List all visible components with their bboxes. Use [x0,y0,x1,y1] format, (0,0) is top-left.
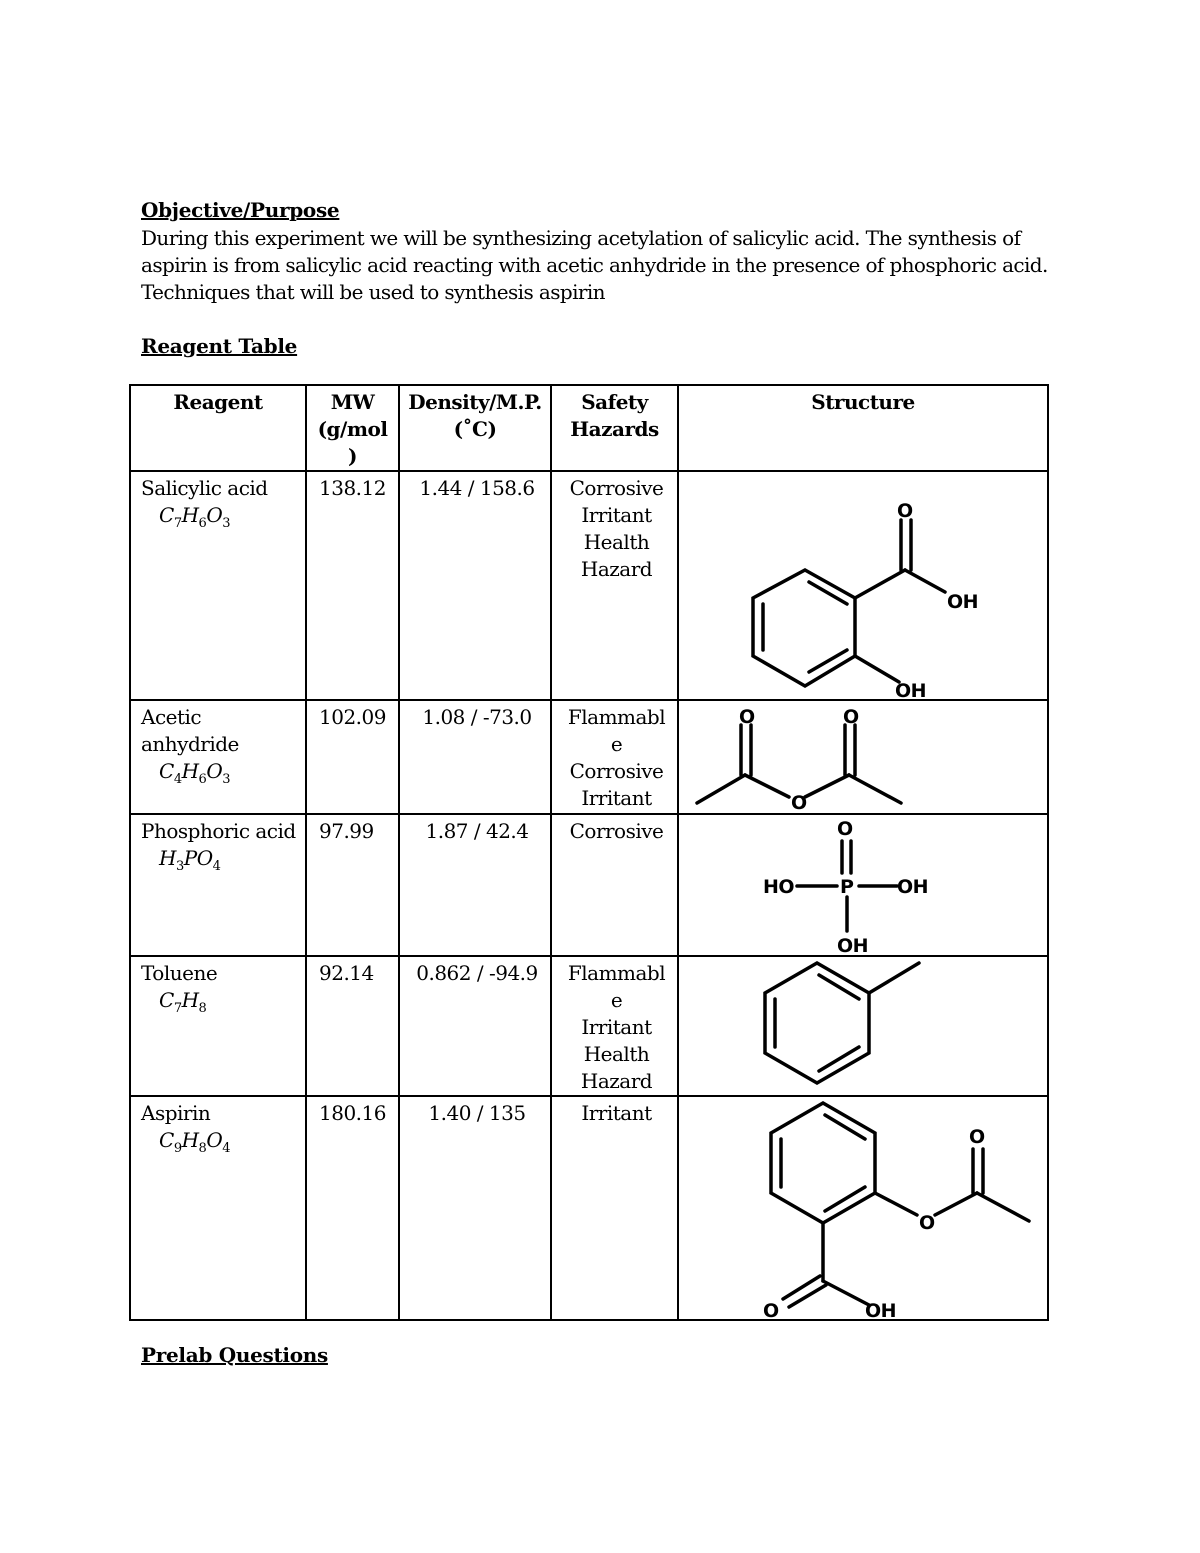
mw-cell: 180.16 [306,1096,399,1320]
reagent-formula [141,987,299,1022]
atom-label: P [840,876,854,898]
atom-label: HO [763,876,795,898]
formula-subscript: 7 [173,516,182,531]
aspirin-structure-icon [679,1097,1047,1319]
hazard-line: e [610,732,623,756]
toluene-structure-icon [679,957,1047,1092]
header-mw [306,385,399,471]
hazard-line: Health [583,530,650,554]
formula-subscript: 6 [198,516,207,531]
reagent-name-line: Aspirin [141,1101,211,1125]
formula-subscript: 4 [173,772,182,787]
atom-label: OH [897,876,929,898]
header-density-line: Density/M.P. [408,390,542,414]
hazards-cell [551,471,678,700]
objective-paragraph [141,225,1048,306]
hazard-line: Hazard [580,557,653,581]
reagent-name-line: Acetic [141,705,202,729]
table-row [130,956,1048,1096]
hazard-line: Irritant [581,503,652,527]
reagent-table [129,384,1049,1321]
atom-label: O [791,792,807,813]
hazard-line: Hazard [580,1069,653,1093]
objective-line: aspirin is from salicylic acid reacting with acetic anhydride in the presence of phosphoric acid. [141,253,1048,277]
hazard-line: Irritant [581,1101,652,1125]
reagent-name [141,960,299,987]
header-density [399,385,551,471]
phosphoric-acid-structure-icon [679,815,1047,955]
structure-cell [678,814,1048,956]
atom-label: O [919,1212,935,1234]
hazards-cell [551,1096,678,1320]
table-header-row [130,385,1048,471]
reagent-cell [130,1096,306,1320]
hazard-line: Irritant [581,1015,652,1039]
atom-label: O [763,1300,779,1319]
reagent-name-line: Toluene [141,961,218,985]
atom-label: O [843,706,859,728]
density-cell: 1.44 / 158.6 [399,471,551,700]
header-mw-line: ) [348,444,357,468]
formula-element: H [181,503,199,527]
structure-cell [678,956,1048,1096]
reagent-name [141,1100,299,1127]
header-mw-line: MW [330,390,375,414]
formula-element: H [181,988,199,1012]
objective-line: During this experiment we will be synthesizing acetylation of salicylic acid. The synthesis of [141,226,1021,250]
table-row [130,814,1048,956]
formula-subscript: 3 [222,772,231,787]
formula-subscript: 9 [173,1141,182,1156]
atom-label: O [897,500,913,522]
formula-element: C [159,759,174,783]
structure-cell [678,471,1048,700]
prelab-heading: Prelab Questions [141,1343,328,1367]
hazard-line: e [610,988,623,1012]
hazards-cell [551,700,678,814]
hazards-cell [551,956,678,1096]
hazards-cell [551,814,678,956]
formula-element: O [206,503,223,527]
formula-element: H [181,759,199,783]
reagent-name [141,818,299,845]
formula-element: H [181,1128,199,1152]
table-row [130,1096,1048,1320]
header-safety-line: Hazards [570,417,659,441]
header-density-line: (˚C) [453,417,497,441]
header-mw-line: (g/mol [317,417,388,441]
header-safety [551,385,678,471]
atom-label: OH [947,591,979,613]
mw-cell: 92.14 [306,956,399,1096]
atom-label: OH [865,1300,897,1319]
formula-element: PO [183,846,213,870]
density-cell: 1.08 / -73.0 [399,700,551,814]
formula-subscript: 8 [198,1141,207,1156]
header-reagent: Reagent [130,385,306,471]
hazard-line: Flammabl [567,961,666,985]
reagent-cell [130,814,306,956]
density-cell: 0.862 / -94.9 [399,956,551,1096]
density-cell: 1.87 / 42.4 [399,814,551,956]
atom-label: OH [837,935,869,955]
structure-cell [678,700,1048,814]
formula-subscript: 3 [222,516,231,531]
reagent-cell [130,471,306,700]
table-row [130,700,1048,814]
mw-cell: 97.99 [306,814,399,956]
reagent-name [141,704,299,758]
density-cell: 1.40 / 135 [399,1096,551,1320]
reagent-cell [130,700,306,814]
header-structure: Structure [678,385,1048,471]
hazard-line: Corrosive [569,476,664,500]
atom-label: O [969,1126,985,1148]
hazard-line: Corrosive [569,759,664,783]
acetic-anhydride-structure-icon [679,701,1047,813]
formula-element: C [159,988,174,1012]
reagent-formula [141,845,299,880]
table-row [130,471,1048,700]
reagent-name-line: Phosphoric acid [141,819,296,843]
objective-heading: Objective/Purpose [141,198,340,222]
atom-label: O [739,706,755,728]
header-safety-line: Safety [581,390,648,414]
formula-subscript: 4 [212,859,221,874]
hazard-line: Corrosive [569,819,664,843]
formula-element: O [206,1128,223,1152]
reagent-formula [141,502,299,537]
mw-cell: 102.09 [306,700,399,814]
reagent-formula [141,758,299,793]
formula-element: O [206,759,223,783]
reagent-name-line: Salicylic acid [141,476,268,500]
hazard-line: Flammabl [567,705,666,729]
hazard-line: Irritant [581,786,652,810]
reagent-name-line: anhydride [141,732,239,756]
formula-subscript: 4 [222,1141,231,1156]
reagent-table-heading: Reagent Table [141,334,298,358]
objective-line: Techniques that will be used to synthesis aspirin [141,280,605,304]
structure-cell [678,1096,1048,1320]
formula-subscript: 3 [175,859,184,874]
formula-subscript: 8 [198,1001,207,1016]
mw-cell: 138.12 [306,471,399,700]
reagent-formula [141,1127,299,1162]
salicylic-acid-structure-icon [679,472,1047,699]
formula-element: H [159,846,176,870]
reagent-cell [130,956,306,1096]
formula-element: C [159,1128,174,1152]
reagent-name [141,475,299,502]
atom-label: OH [895,680,927,699]
formula-subscript: 6 [198,772,207,787]
formula-element: C [159,503,174,527]
formula-subscript: 7 [173,1001,182,1016]
hazard-line: Health [583,1042,650,1066]
atom-label: O [837,818,853,840]
